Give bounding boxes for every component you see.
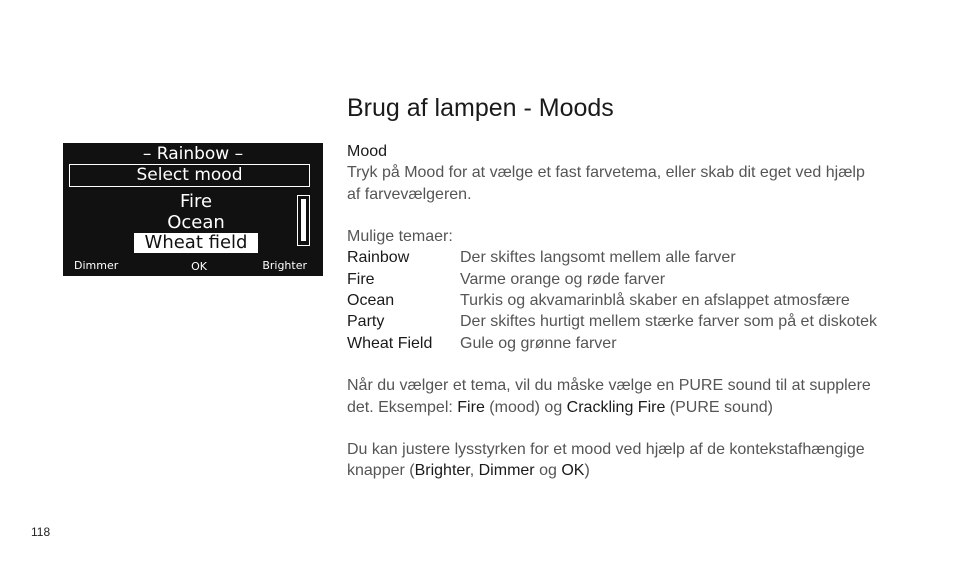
scrollbar — [297, 195, 310, 246]
adjust-brighter: Brighter — [414, 462, 470, 480]
themes-list — [347, 247, 947, 353]
theme-name: Fire — [347, 270, 375, 288]
mood-option-fire: Fire — [179, 191, 213, 212]
intro-line-2: af farvevælgeren. — [347, 185, 472, 203]
adjust-suffix: ) — [584, 462, 590, 480]
theme-row — [347, 333, 947, 354]
intro-line-1: Tryk på Mood for at vælge et fast farvetema, eller skab dit eget ved hjælp — [347, 164, 865, 182]
pure-example-mood: Fire — [457, 398, 485, 416]
pure-sound-suffix: (PURE sound) — [665, 398, 773, 416]
pure-line-2 — [347, 397, 947, 418]
theme-description: Turkis og akvamarinblå skaber en afslappet atmosfære — [460, 292, 850, 310]
page-title: Brug af lampen - Moods — [347, 94, 614, 122]
softkey-brighter: Brighter — [262, 259, 307, 272]
pure-line-1: Når du vælger et tema, vil du måske vælge en PURE sound til at supplere — [347, 377, 871, 395]
adjust-sep-1: , — [469, 462, 479, 480]
pure-mood-suffix: (mood) og — [484, 398, 567, 416]
themes-label: Mulige temaer: — [347, 228, 453, 246]
theme-description: Gule og grønne farver — [460, 334, 617, 352]
mood-option-wheat-field: Wheat field — [134, 233, 258, 253]
theme-name: Party — [347, 313, 385, 331]
adjust-line-1: Du kan justere lysstyrken for et mood ved hjælp af de kontekstafhængige — [347, 441, 865, 459]
mood-list — [126, 191, 266, 253]
theme-description: Varme orange og røde farver — [460, 270, 666, 288]
current-mood-header: – Rainbow – — [142, 144, 244, 164]
theme-row — [347, 290, 947, 311]
adjust-dimmer: Dimmer — [478, 462, 535, 480]
scroll-thumb — [301, 199, 306, 241]
theme-name: Ocean — [347, 292, 395, 310]
adjust-prefix: knapper ( — [347, 462, 415, 480]
mood-option-ocean: Ocean — [167, 212, 225, 233]
theme-description: Der skiftes hurtigt mellem stærke farver som på et diskotek — [460, 313, 878, 331]
softkey-ok: OK — [191, 260, 207, 273]
theme-description: Der skiftes langsomt mellem alle farver — [460, 249, 736, 267]
theme-row — [347, 247, 947, 268]
select-mood-label: Select mood — [69, 164, 310, 187]
theme-name: Wheat Field — [347, 334, 433, 352]
theme-row — [347, 311, 947, 332]
page-number: 118 — [31, 525, 51, 539]
pure-example-sound: Crackling Fire — [566, 398, 666, 416]
content — [347, 141, 947, 482]
theme-name: Rainbow — [347, 249, 410, 267]
lamp-display-screen — [63, 143, 323, 276]
section-heading: Mood — [347, 143, 388, 160]
adjust-ok: OK — [561, 462, 585, 480]
adjust-sep-2: og — [534, 462, 562, 480]
softkey-dimmer: Dimmer — [74, 259, 119, 272]
theme-row — [347, 269, 947, 290]
pure-prefix: det. Eksempel: — [347, 398, 458, 416]
adjust-line-2 — [347, 460, 947, 481]
